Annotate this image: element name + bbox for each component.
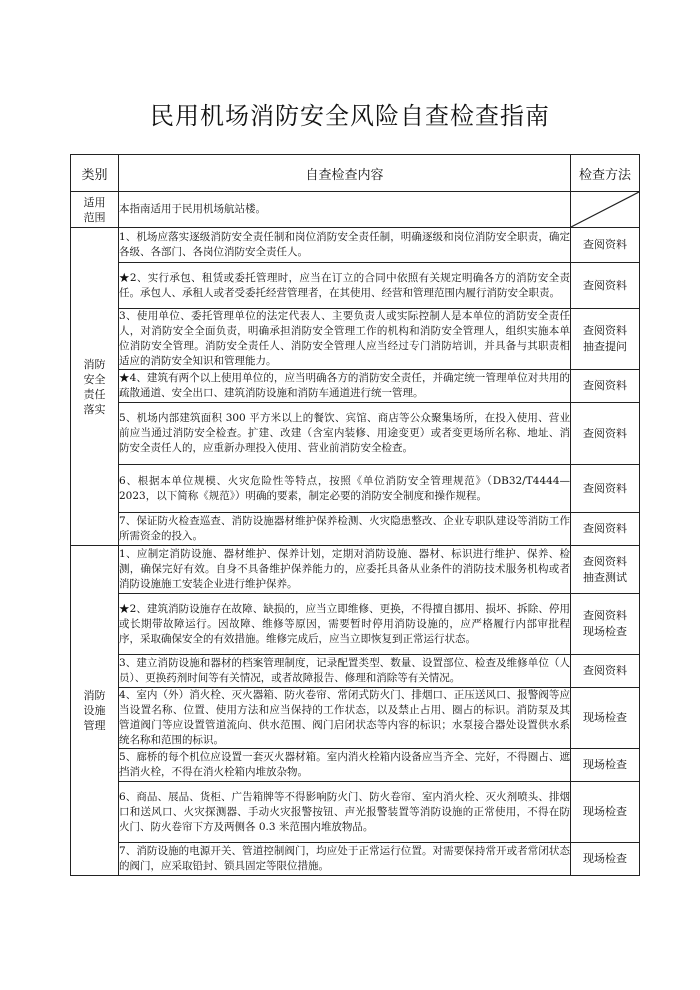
row-method: 查阅资料 抽查测试 [571,546,640,594]
table-row [71,309,640,370]
table-row [71,749,640,782]
table-row [71,263,640,309]
row-content: ★4、建筑有两个以上使用单位的，应当明确各方的消防安全责任，并确定统一管理单位对共用的疏散通道、安全出口、建筑消防设施和消防车通道进行统一管理。 [119,370,571,403]
scope-method-empty [571,192,640,228]
row-method: 现场检查 [571,688,640,749]
page-title: 民用机场消防安全风险自查检查指南 [150,102,550,130]
row-content: 6、商品、展品、货柜、广告箱牌等不得影响防火门、防火卷帘、室内消火栓、灭火剂喷头、排烟口和送风口、火灾探测器、手动火灾报警按钮、声光报警装置等消防设施的正常使用，不得在防火门、防火卷帘下方及两侧各 0.3 米范围内堆放物品。 [119,782,571,843]
header-method: 检查方法 [571,155,640,192]
section-category: 消防安全责任落实 [71,228,119,546]
row-method: 查阅资料 [571,513,640,546]
row-content: 1、机场应落实逐级消防安全责任制和岗位消防安全责任制，明确逐级和岗位消防安全职责，确定各级、各部门、各岗位消防安全责任人。 [119,228,571,263]
row-method: 查阅资料 现场检查 [571,594,640,655]
scope-row [71,192,640,228]
row-method: 查阅资料 [571,655,640,688]
row-content: 5、廊桥的每个机位应设置一套灭火器材箱。室内消火栓箱内设备应当齐全、完好，不得圈占、遮挡消火栓，不得在消火栓箱内堆放杂物。 [119,749,571,782]
table-row [71,370,640,403]
row-method: 查阅资料 [571,465,640,513]
row-method: 现场检查 [571,843,640,876]
row-content: 4、室内（外）消火栓、灭火器箱、防火卷帘、常闭式防火门、排烟口、正压送风口、报警阀等应当设置名称、位置、使用方法和应当保持的工作状态，以及禁止占用、圈占的标识。消防泵及其管道阀门等应设置管道流向、供水范围、阀门启闭状态等内容的标识；水泵接合器处设置供水系统名称和范围的标识。 [119,688,571,749]
row-method: 查阅资料 [571,228,640,263]
row-method: 查阅资料 抽查提问 [571,309,640,370]
table-row [71,594,640,655]
scope-category: 适用范围 [71,192,119,228]
section-category: 消防设施管理 [71,546,119,876]
table-row [71,546,640,594]
row-content: 5、机场内部建筑面积 300 平方米以上的餐饮、宾馆、商店等公众聚集场所，在投入使用、营业前应当通过消防安全检查。扩建、改建（含室内装修、用途变更）或者变更场所名称、地址、消防安全责任人的，应重新办理投入使用、营业前消防安全检查。 [119,403,571,465]
row-method: 现场检查 [571,782,640,843]
row-content: 3、使用单位、委托管理单位的法定代表人、主要负责人或实际控制人是本单位的消防安全责任人，对消防安全全面负责，明确承担消防安全管理工作的机构和消防安全管理人，组织实施本单位消防安全管理。消防安全责任人、消防安全管理人应当经过专门消防培训，并具备与其职责相适应的消防安全知识和管理能力。 [119,309,571,370]
table-row [71,513,640,546]
row-method: 查阅资料 [571,263,640,309]
scope-content: 本指南适用于民用机场航站楼。 [119,192,571,228]
row-content: ★2、建筑消防设施存在故障、缺损的，应当立即维修、更换，不得擅自挪用、损坏、拆除、停用或长期带故障运行。因故障、维修等原因，需要暂时停用消防设施的，应严格履行内部审批程序，采取确保安全的有效措施。维修完成后，应当立即恢复到正常运行状态。 [119,594,571,655]
row-method: 查阅资料 [571,403,640,465]
table-row [71,228,640,263]
row-content: 7、保证防火检查巡查、消防设施器材维护保养检测、火灾隐患整改、企业专职队建设等消防工作所需资金的投入。 [119,513,571,546]
header-content: 自查检查内容 [119,155,571,192]
row-method: 查阅资料 [571,370,640,403]
table-row [71,782,640,843]
row-content: 3、建立消防设施和器材的档案管理制度，记录配置类型、数量、设置部位、检查及维修单位（人员）、更换药剂时间等有关情况，或者故障报告、修理和消除等有关情况。 [119,655,571,688]
header-category: 类别 [71,155,119,192]
table-row [71,403,640,465]
table-row [71,465,640,513]
row-content: 6、根据本单位规模、火灾危险性等特点，按照《单位消防安全管理规范》（DB32/T4444—2023，以下简称《规范》）明确的要素，制定必要的消防安全制度和操作规程。 [119,465,571,513]
row-content: 1、应制定消防设施、器材维护、保养计划，定期对消防设施、器材、标识进行维护、保养、检测，确保完好有效。自身不具备维护保养能力的，应委托具备从业条件的消防技术服务机构或者消防设施施工安装企业进行维护保养。 [119,546,571,594]
row-content: 7、消防设施的电源开关、管道控制阀门，均应处于正常运行位置。对需要保持常开或者常闭状态的阀门，应采取铅封、锁具固定等限位措施。 [119,843,571,876]
table-header-row [71,155,640,192]
table-row [71,655,640,688]
table-row [71,843,640,876]
diagonal-line [571,192,639,227]
table-row [71,688,640,749]
row-method: 现场检查 [571,749,640,782]
checklist-table [70,154,640,876]
row-content: ★2、实行承包、租赁或委托管理时，应当在订立的合同中依照有关规定明确各方的消防安全责任。承包人、承租人或者受委托经营管理者，在其使用、经营和管理范围内履行消防安全职责。 [119,263,571,309]
